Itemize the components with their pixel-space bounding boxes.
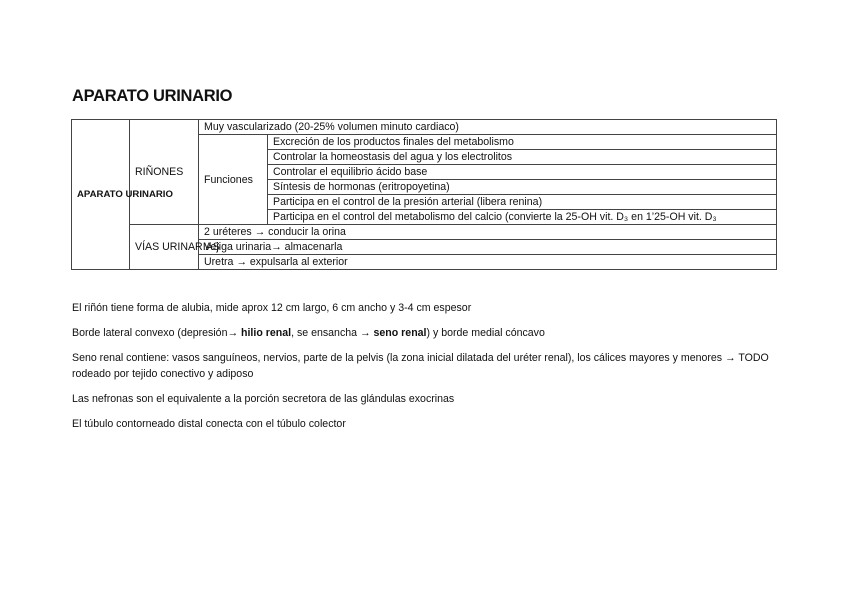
note-paragraph: El riñón tiene forma de alubia, mide aprox 12 cm largo, 6 cm ancho y 3-4 cm espesor <box>72 302 472 314</box>
page-title: APARATO URINARIO <box>72 87 233 105</box>
table-row <box>72 120 777 135</box>
vascular-cell: Muy vascularizado (20-25% volumen minuto cardiaco) <box>199 120 777 135</box>
note-paragraph <box>72 325 772 341</box>
note-bold: seno renal <box>373 327 427 339</box>
note-paragraph: El túbulo contorneado distal conecta con el túbulo colector <box>72 418 346 430</box>
funcion-cell: Síntesis de hormonas (eritropoyetina) <box>268 180 777 195</box>
via-cell: Uretra → expulsarla al exterior <box>199 255 777 270</box>
via-cell: Vejiga urinaria→ almacenarla <box>199 240 777 255</box>
via-cell: 2 uréteres → conducir la orina <box>199 225 777 240</box>
group-label-cell: APARATO URINARIO <box>72 120 130 270</box>
organ-label-vias: VÍAS URINARIAS <box>130 225 199 270</box>
funcion-cell: Controlar el equilibrio ácido base <box>268 165 777 180</box>
note-text: , se ensancha → <box>291 327 374 339</box>
funcion-cell: Excreción de los productos finales del metabolismo <box>268 135 777 150</box>
organ-label-rinones: RIÑONES <box>130 120 199 225</box>
summary-table <box>71 119 777 270</box>
funcion-cell: Participa en el control del metabolismo del calcio (convierte la 25-OH vit. D₃ en 1’25-OH vit. D₃ <box>268 210 777 225</box>
table-row <box>72 225 777 240</box>
note-text: ) y borde medial cóncavo <box>426 327 545 339</box>
note-paragraph: Seno renal contiene: vasos sanguíneos, nervios, parte de la pelvis (la zona inicial dilatada del uréter renal), los cálices mayores y menores → TODO rodeado por tejido conectivo y adiposo <box>72 352 769 380</box>
note-bold: hilio renal <box>241 327 292 339</box>
note-paragraph: Las nefronas son el equivalente a la porción secretora de las glándulas exocrinas <box>72 393 455 405</box>
funcion-cell: Participa en el control de la presión arterial (libera renina) <box>268 195 777 210</box>
funcion-cell: Controlar la homeostasis del agua y los electrolitos <box>268 150 777 165</box>
note-text: Borde lateral convexo (depresión→ <box>72 327 242 339</box>
funciones-label-cell: Funciones <box>199 135 268 225</box>
notes-section <box>72 300 772 441</box>
